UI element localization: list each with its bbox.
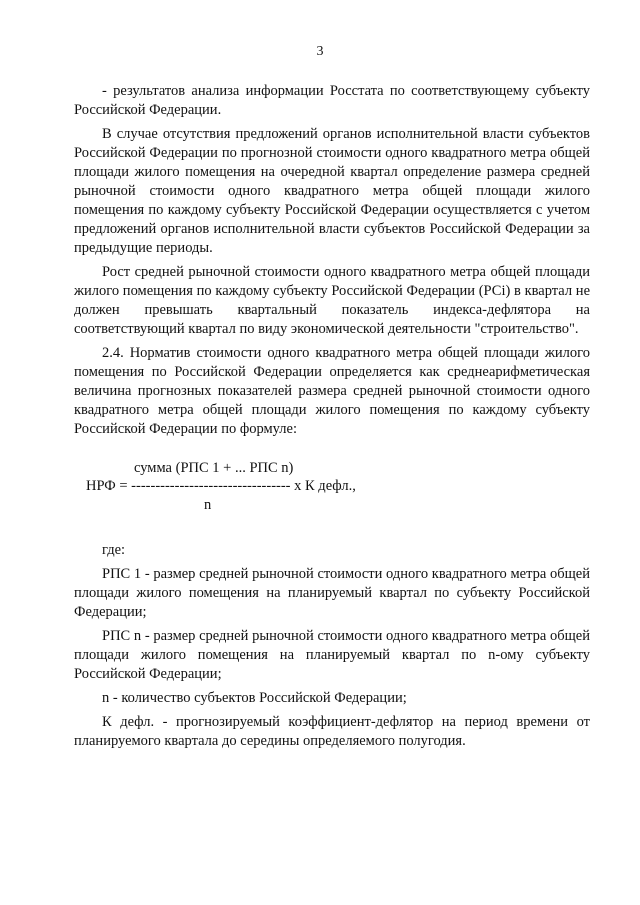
formula-block xyxy=(74,459,590,511)
paragraphs-top xyxy=(74,82,590,439)
formula-numerator: сумма (РПС 1 + ... РПС n) xyxy=(134,460,294,476)
paragraph: РПС n - размер средней рыночной стоимости одного квадратного метра общей площади жилого помещения на планируемый квартал по n-ому субъекту Российской Федерации; xyxy=(74,628,590,682)
paragraph: К дефл. - прогнозируемый коэффициент-дефлятор на период времени от планируемого квартала до середины определяемого полугодия. xyxy=(74,714,590,749)
paragraph: РПС 1 - размер средней рыночной стоимости одного квадратного метра общей площади жилого помещения на планируемый квартал по субъекту Российской Федерации; xyxy=(74,566,590,620)
page-number: 3 xyxy=(316,44,324,59)
paragraphs-bottom xyxy=(74,541,590,751)
paragraph: 2.4. Норматив стоимости одного квадратного метра общей площади жилого помещения по Российской Федерации определяется как среднеарифметическая величина прогнозных показателей размера средней рыночной стоимости одного квадратного метра общей площади жилого помещения по каждому субъекту Российской Федерации по формуле: xyxy=(74,345,590,437)
paragraph: - результатов анализа информации Росстата по соответствующему субъекту Российской Федерации. xyxy=(74,83,590,118)
document-body xyxy=(74,82,590,756)
formula-line: НРФ = --------------------------------- х К дефл., xyxy=(86,478,356,494)
paragraph: В случае отсутствия предложений органов исполнительной власти субъектов Российской Федерации по прогнозной стоимости одного квадратного метра общей площади жилого помещения на очередной квартал определение размера средней рыночной стоимости одного квадратного метра общей площади жилого помещения по каждому субъекту Российской Федерации осуществляется с учетом предложений органов исполнительной власти субъектов Российской Федерации за предыдущие периоды. xyxy=(74,126,590,256)
paragraph: где: xyxy=(102,542,126,558)
paragraph: n - количество субъектов Российской Федерации; xyxy=(102,690,407,706)
formula-denominator: n xyxy=(204,497,212,513)
paragraph: Рост средней рыночной стоимости одного квадратного метра общей площади жилого помещения по каждому субъекту Российской Федерации (РСi) в квартал не должен превышать квартальный показатель индекса-дефлятора на соответствующий квартал по виду экономической деятельности "строительство". xyxy=(74,264,590,337)
